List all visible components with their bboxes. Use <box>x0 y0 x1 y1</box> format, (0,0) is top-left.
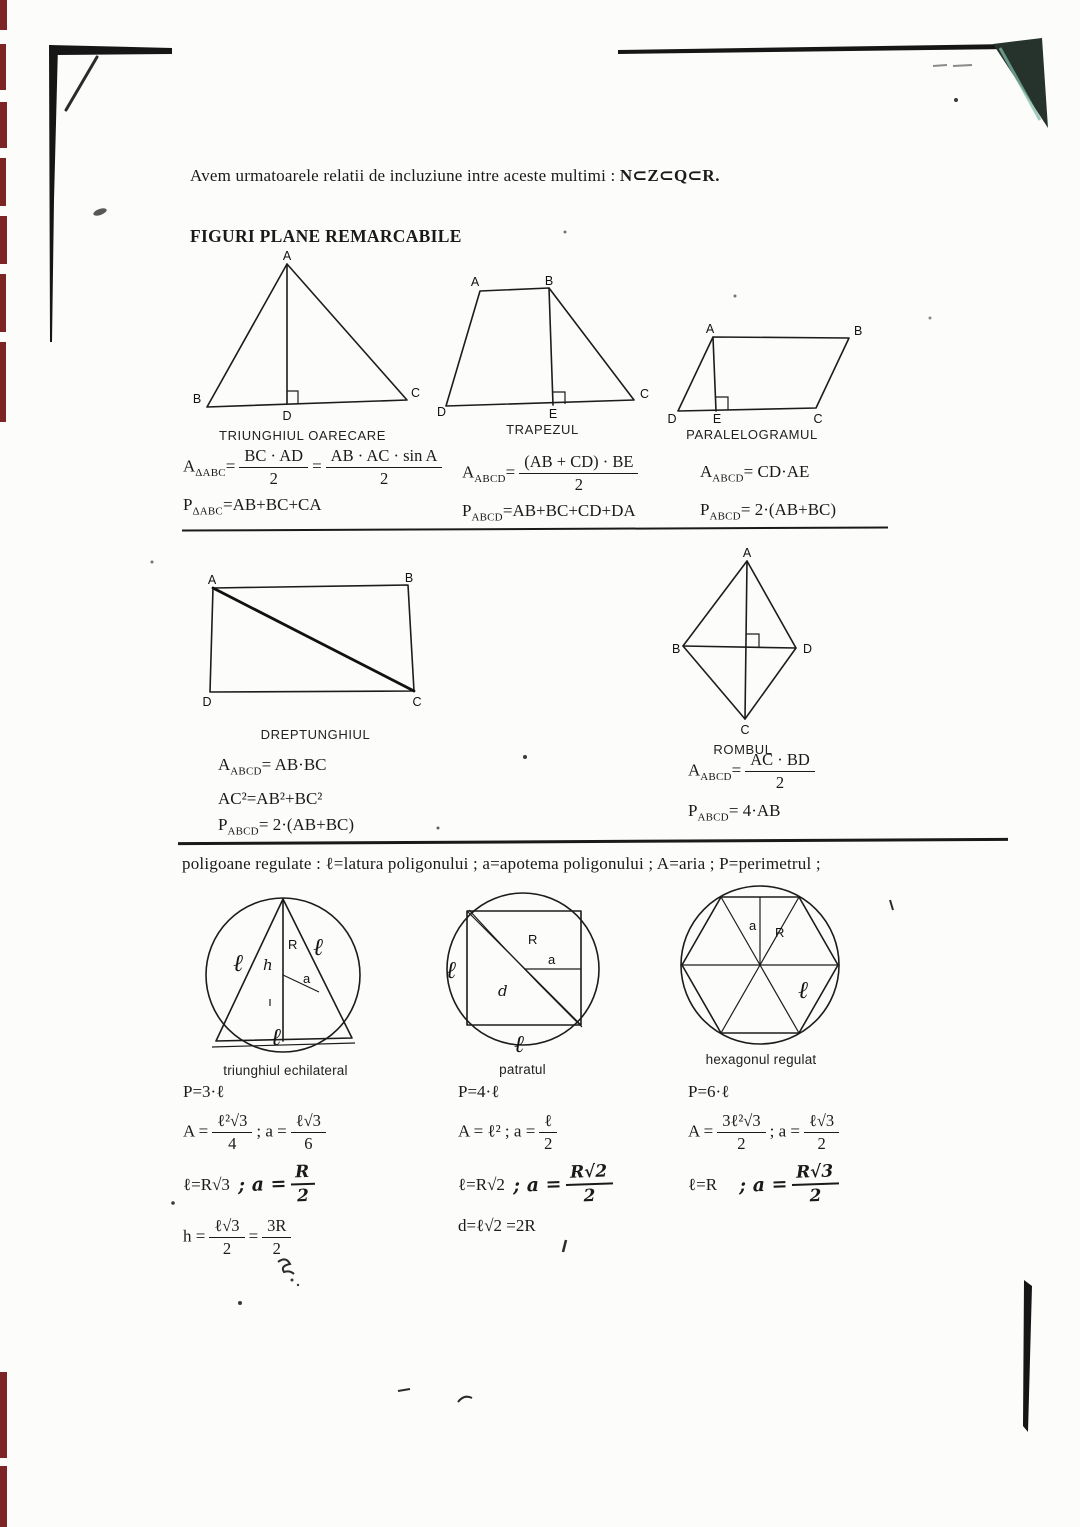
area-subscript: ABCD <box>474 472 506 485</box>
fraction <box>209 1216 244 1259</box>
rhombus-area-formula <box>688 750 819 793</box>
figure-rectangle <box>198 571 433 742</box>
handwritten-apothem <box>237 1162 319 1209</box>
equals-sign: = <box>743 462 754 481</box>
denominator: 2 <box>809 1185 822 1207</box>
area-apothem-formula <box>183 1111 453 1154</box>
rhombus-caption: ROMBUL <box>713 742 773 757</box>
vertex-label-a: A <box>742 546 752 560</box>
perimeter-subscript: ΔABC <box>192 505 223 518</box>
radius-label: R <box>775 925 785 940</box>
area-symbol: A <box>462 462 475 482</box>
rhombus-formulas <box>688 750 819 829</box>
vertex-label-c: C <box>813 412 823 426</box>
numerator: R√3 <box>791 1161 839 1186</box>
trapezoid-area-formula <box>462 452 642 495</box>
side-radius-text: ℓ=R√3 <box>183 1175 230 1194</box>
equals-sign: = <box>505 462 516 482</box>
numerator: 3R <box>262 1216 291 1238</box>
regular-polygons-note: poligoane regulate : ℓ=latura poligonului ; a=apotema poligonului ; A=aria ; P=perimetrul ; <box>182 854 821 873</box>
numerator: ℓ√3 <box>209 1216 244 1238</box>
vertex-label-d: D <box>202 695 212 709</box>
side-radius-text: ℓ=R√2 <box>458 1175 505 1194</box>
trapezoid-formulas <box>462 452 642 529</box>
area-apothem-formula <box>458 1111 698 1154</box>
left-edge-line <box>49 45 58 342</box>
figure-triangle <box>185 250 420 443</box>
diagonal-label: d <box>498 982 508 1000</box>
figure-rhombus <box>668 546 818 757</box>
fraction <box>717 1111 765 1154</box>
square-drawing <box>440 886 605 1058</box>
side-length-label: ℓ <box>798 976 808 1004</box>
fraction <box>290 1162 316 1207</box>
area-symbol: A <box>688 760 701 780</box>
rectangle-area-formula <box>218 755 354 777</box>
area-lhs: A = <box>688 1121 714 1141</box>
rectangle-drawing <box>198 571 433 715</box>
perimeter-value: AB+BC+CD+DA <box>512 501 636 520</box>
trapezoid-perimeter-formula <box>462 501 642 523</box>
side-radius-text: ℓ=R <box>688 1175 718 1194</box>
apothem-lhs: a = <box>251 1172 287 1196</box>
perimeter-symbol: P <box>183 495 193 514</box>
equals-sign: = <box>740 500 751 520</box>
vertex-label-d: D <box>437 405 447 419</box>
parallelogram-area-formula <box>700 462 836 484</box>
denominator: 2 <box>583 1185 596 1207</box>
rectangle-formulas <box>218 755 354 844</box>
fraction <box>239 446 308 489</box>
denominator: 6 <box>304 1134 313 1153</box>
equals-sign: = <box>728 801 739 820</box>
perimeter-subscript: ABCD <box>697 811 729 824</box>
area-subscript: ΔABC <box>195 466 226 479</box>
perimeter-symbol: P <box>700 500 710 520</box>
perimeter-formula: P=6·ℓ <box>688 1082 730 1101</box>
numerator: (AB + CD) · BE <box>519 452 638 474</box>
vertex-label-b: B <box>404 571 414 585</box>
equals-sign: = <box>502 501 513 520</box>
denominator: 2 <box>775 773 785 792</box>
numerator: AB · AC · sin A <box>326 446 443 468</box>
vertex-label-c: C <box>412 695 422 709</box>
hexagon-drawing <box>672 880 850 1048</box>
apothem-label: a <box>749 918 757 933</box>
equals-sign: = <box>261 755 272 774</box>
figure-square <box>440 886 605 1077</box>
fraction <box>326 446 443 489</box>
radius-label: R <box>288 937 298 952</box>
numerator: 3ℓ²√3 <box>717 1111 765 1133</box>
perimeter-subscript: ABCD <box>471 511 503 524</box>
apothem-label: a <box>303 971 311 986</box>
denominator: 2 <box>296 1185 310 1207</box>
section-title: FIGURI PLANE REMARCABILE <box>190 226 462 246</box>
figure-parallelogram <box>662 323 872 442</box>
vertex-label-a: A <box>207 573 217 587</box>
parallelogram-drawing <box>662 322 872 426</box>
denominator: 2 <box>544 1134 553 1153</box>
parallelogram-perimeter-formula <box>700 500 836 522</box>
fraction <box>791 1161 840 1207</box>
vertex-label-e: E <box>712 412 722 426</box>
perimeter-value: 2·(AB+BC) <box>754 500 837 520</box>
perimeter-subscript: ABCD <box>227 825 259 838</box>
vertex-label-a: A <box>470 275 480 289</box>
perimeter-symbol: P <box>688 801 698 820</box>
area-subscript: ABCD <box>712 472 744 485</box>
top-edge-line <box>618 44 1012 54</box>
equilateral-drawing <box>203 893 368 1059</box>
fraction <box>262 1216 291 1259</box>
pythagoras-formula <box>218 789 354 809</box>
vertex-label-a: A <box>705 322 715 336</box>
right-edge-wedge <box>1023 1280 1032 1432</box>
denominator: 2 <box>222 1239 232 1258</box>
parallelogram-formulas <box>700 462 836 529</box>
side-length-label: ℓ <box>514 1030 524 1058</box>
denominator: 2 <box>737 1134 746 1153</box>
equals-sign: = <box>225 456 236 476</box>
radius-label: R <box>528 932 538 947</box>
vertex-label-d: D <box>803 642 813 656</box>
fraction <box>539 1111 557 1154</box>
perimeter-subscript: ABCD <box>709 510 741 523</box>
denominator: 2 <box>269 469 278 488</box>
vertex-label-e: E <box>548 407 558 421</box>
denominator: 2 <box>379 469 389 488</box>
hexagon-caption: hexagonul regulat <box>705 1052 817 1067</box>
numerator: ℓ <box>539 1111 557 1133</box>
intro-text: Avem urmatoarele relatii de incluziune intre aceste multimi : <box>190 166 620 185</box>
top-left-corner-mark <box>49 45 172 55</box>
apothem-lhs: a = <box>752 1173 788 1197</box>
rectangle-caption: DREPTUNGHIUL <box>260 727 371 742</box>
side-length-label: ℓ <box>446 956 456 984</box>
vertex-label-c: C <box>411 386 421 400</box>
vertex-label-b: B <box>854 324 863 338</box>
area-lhs: A = <box>183 1121 209 1141</box>
area-apothem-formula <box>688 1111 928 1154</box>
equals-sign: = <box>258 815 269 835</box>
side-radius-formula <box>688 1163 928 1207</box>
apothem-lhs: a = <box>526 1173 562 1197</box>
equilateral-caption: triunghiul echilateral <box>223 1063 348 1078</box>
figure-trapezoid <box>435 276 650 437</box>
trapezoid-caption: TRAPEZUL <box>506 422 579 437</box>
triangle-area-formula <box>183 446 446 489</box>
apothem-label: a <box>548 952 556 967</box>
area-symbol: A <box>183 456 196 476</box>
square-formulas <box>458 1082 698 1245</box>
figure-hexagon <box>672 880 850 1067</box>
triangle-perimeter-formula <box>183 495 446 517</box>
left-edge-red-marks <box>0 0 7 1527</box>
fraction <box>519 452 638 495</box>
triangle-drawing <box>185 250 420 424</box>
perimeter-value: AB+BC+CA <box>232 495 322 514</box>
triangle-formulas <box>183 446 446 523</box>
numerator: AC · BD <box>745 750 815 772</box>
equilateral-formulas <box>183 1082 453 1268</box>
fraction <box>804 1111 839 1154</box>
triangle-caption: TRIUNGHIUL OARECARE <box>219 428 386 443</box>
side-length-label: ℓ <box>233 949 243 977</box>
area-lhs: A = ℓ² <box>458 1121 501 1141</box>
area-value: AB·BC <box>274 755 327 774</box>
apothem-lhs: ; a = <box>769 1121 800 1141</box>
separator: ; <box>237 1174 246 1197</box>
parallelogram-caption: PARALELOGRAMUL <box>686 427 818 442</box>
vertex-label-a: A <box>282 249 292 263</box>
height-formula <box>183 1216 453 1259</box>
numerator: R <box>290 1162 315 1186</box>
equals-sign: = <box>312 456 322 476</box>
figure-equilateral-triangle <box>203 893 368 1078</box>
apothem-lhs: ; a = <box>256 1121 287 1141</box>
diagonal-formula: d=ℓ√2 =2R <box>458 1216 536 1235</box>
separator: ; <box>738 1174 747 1197</box>
fraction <box>212 1111 252 1154</box>
top-right-page-fold <box>993 38 1048 128</box>
denominator: 4 <box>228 1134 237 1153</box>
area-subscript: ABCD <box>230 765 262 778</box>
perimeter-formula: P=4·ℓ <box>458 1082 500 1101</box>
section-divider-line <box>182 526 888 531</box>
area-value: CD·AE <box>757 462 810 481</box>
fraction <box>565 1161 614 1207</box>
rhombus-drawing <box>668 546 818 738</box>
side-radius-formula <box>183 1163 453 1207</box>
denominator: 2 <box>272 1239 281 1258</box>
vertex-label-b: B <box>192 392 202 406</box>
perimeter-symbol: P <box>462 501 472 520</box>
vertex-label-d: D <box>282 409 292 423</box>
denominator: 2 <box>574 475 583 494</box>
side-length-label: ℓ <box>271 1023 281 1051</box>
area-symbol: A <box>218 755 231 774</box>
perimeter-value: 2·(AB+BC) <box>272 815 355 835</box>
fraction <box>745 750 815 793</box>
numerator: BC · AD <box>239 446 308 468</box>
separator: ; <box>512 1174 521 1197</box>
vertex-label-b: B <box>544 274 554 288</box>
handwritten-apothem <box>512 1161 617 1209</box>
vertex-label-d: D <box>667 412 677 426</box>
denominator: 2 <box>817 1134 826 1153</box>
area-symbol: A <box>700 462 713 481</box>
equals-sign: = <box>222 495 233 514</box>
vertex-label-b: B <box>672 642 681 656</box>
diagonal-pen-stroke <box>66 57 97 110</box>
pythagoras-text: AC²=AB²+BC² <box>218 789 323 809</box>
height-lhs: h = <box>183 1226 206 1246</box>
hexagon-formulas <box>688 1082 928 1216</box>
perimeter-symbol: P <box>218 815 228 835</box>
numerator: ℓ√3 <box>291 1111 326 1133</box>
side-length-label: ℓ <box>313 933 323 961</box>
numerator: ℓ√3 <box>804 1111 839 1133</box>
area-subscript: ABCD <box>700 770 732 783</box>
fraction <box>291 1111 326 1154</box>
height-label: h <box>263 956 273 974</box>
numerator: R√2 <box>565 1161 613 1186</box>
rectangle-perimeter-formula <box>218 815 354 837</box>
handwritten-apothem <box>738 1161 843 1209</box>
apothem-lhs: ; a = <box>504 1121 536 1141</box>
intro-line <box>190 166 720 186</box>
equals-sign: = <box>248 1226 259 1246</box>
vertex-label-c: C <box>740 723 750 737</box>
perimeter-formula: P=3·ℓ <box>183 1082 225 1101</box>
square-caption: patratul <box>499 1062 546 1077</box>
vertex-label-c: C <box>640 387 650 401</box>
numerator: ℓ²√3 <box>212 1111 252 1133</box>
equals-sign: = <box>731 760 742 780</box>
side-radius-formula <box>458 1163 698 1207</box>
inclusion-relation: N⊂Z⊂Q⊂R. <box>619 166 720 185</box>
perimeter-value: 4·AB <box>742 801 781 820</box>
trapezoid-drawing <box>435 274 650 421</box>
rhombus-perimeter-formula <box>688 801 819 823</box>
